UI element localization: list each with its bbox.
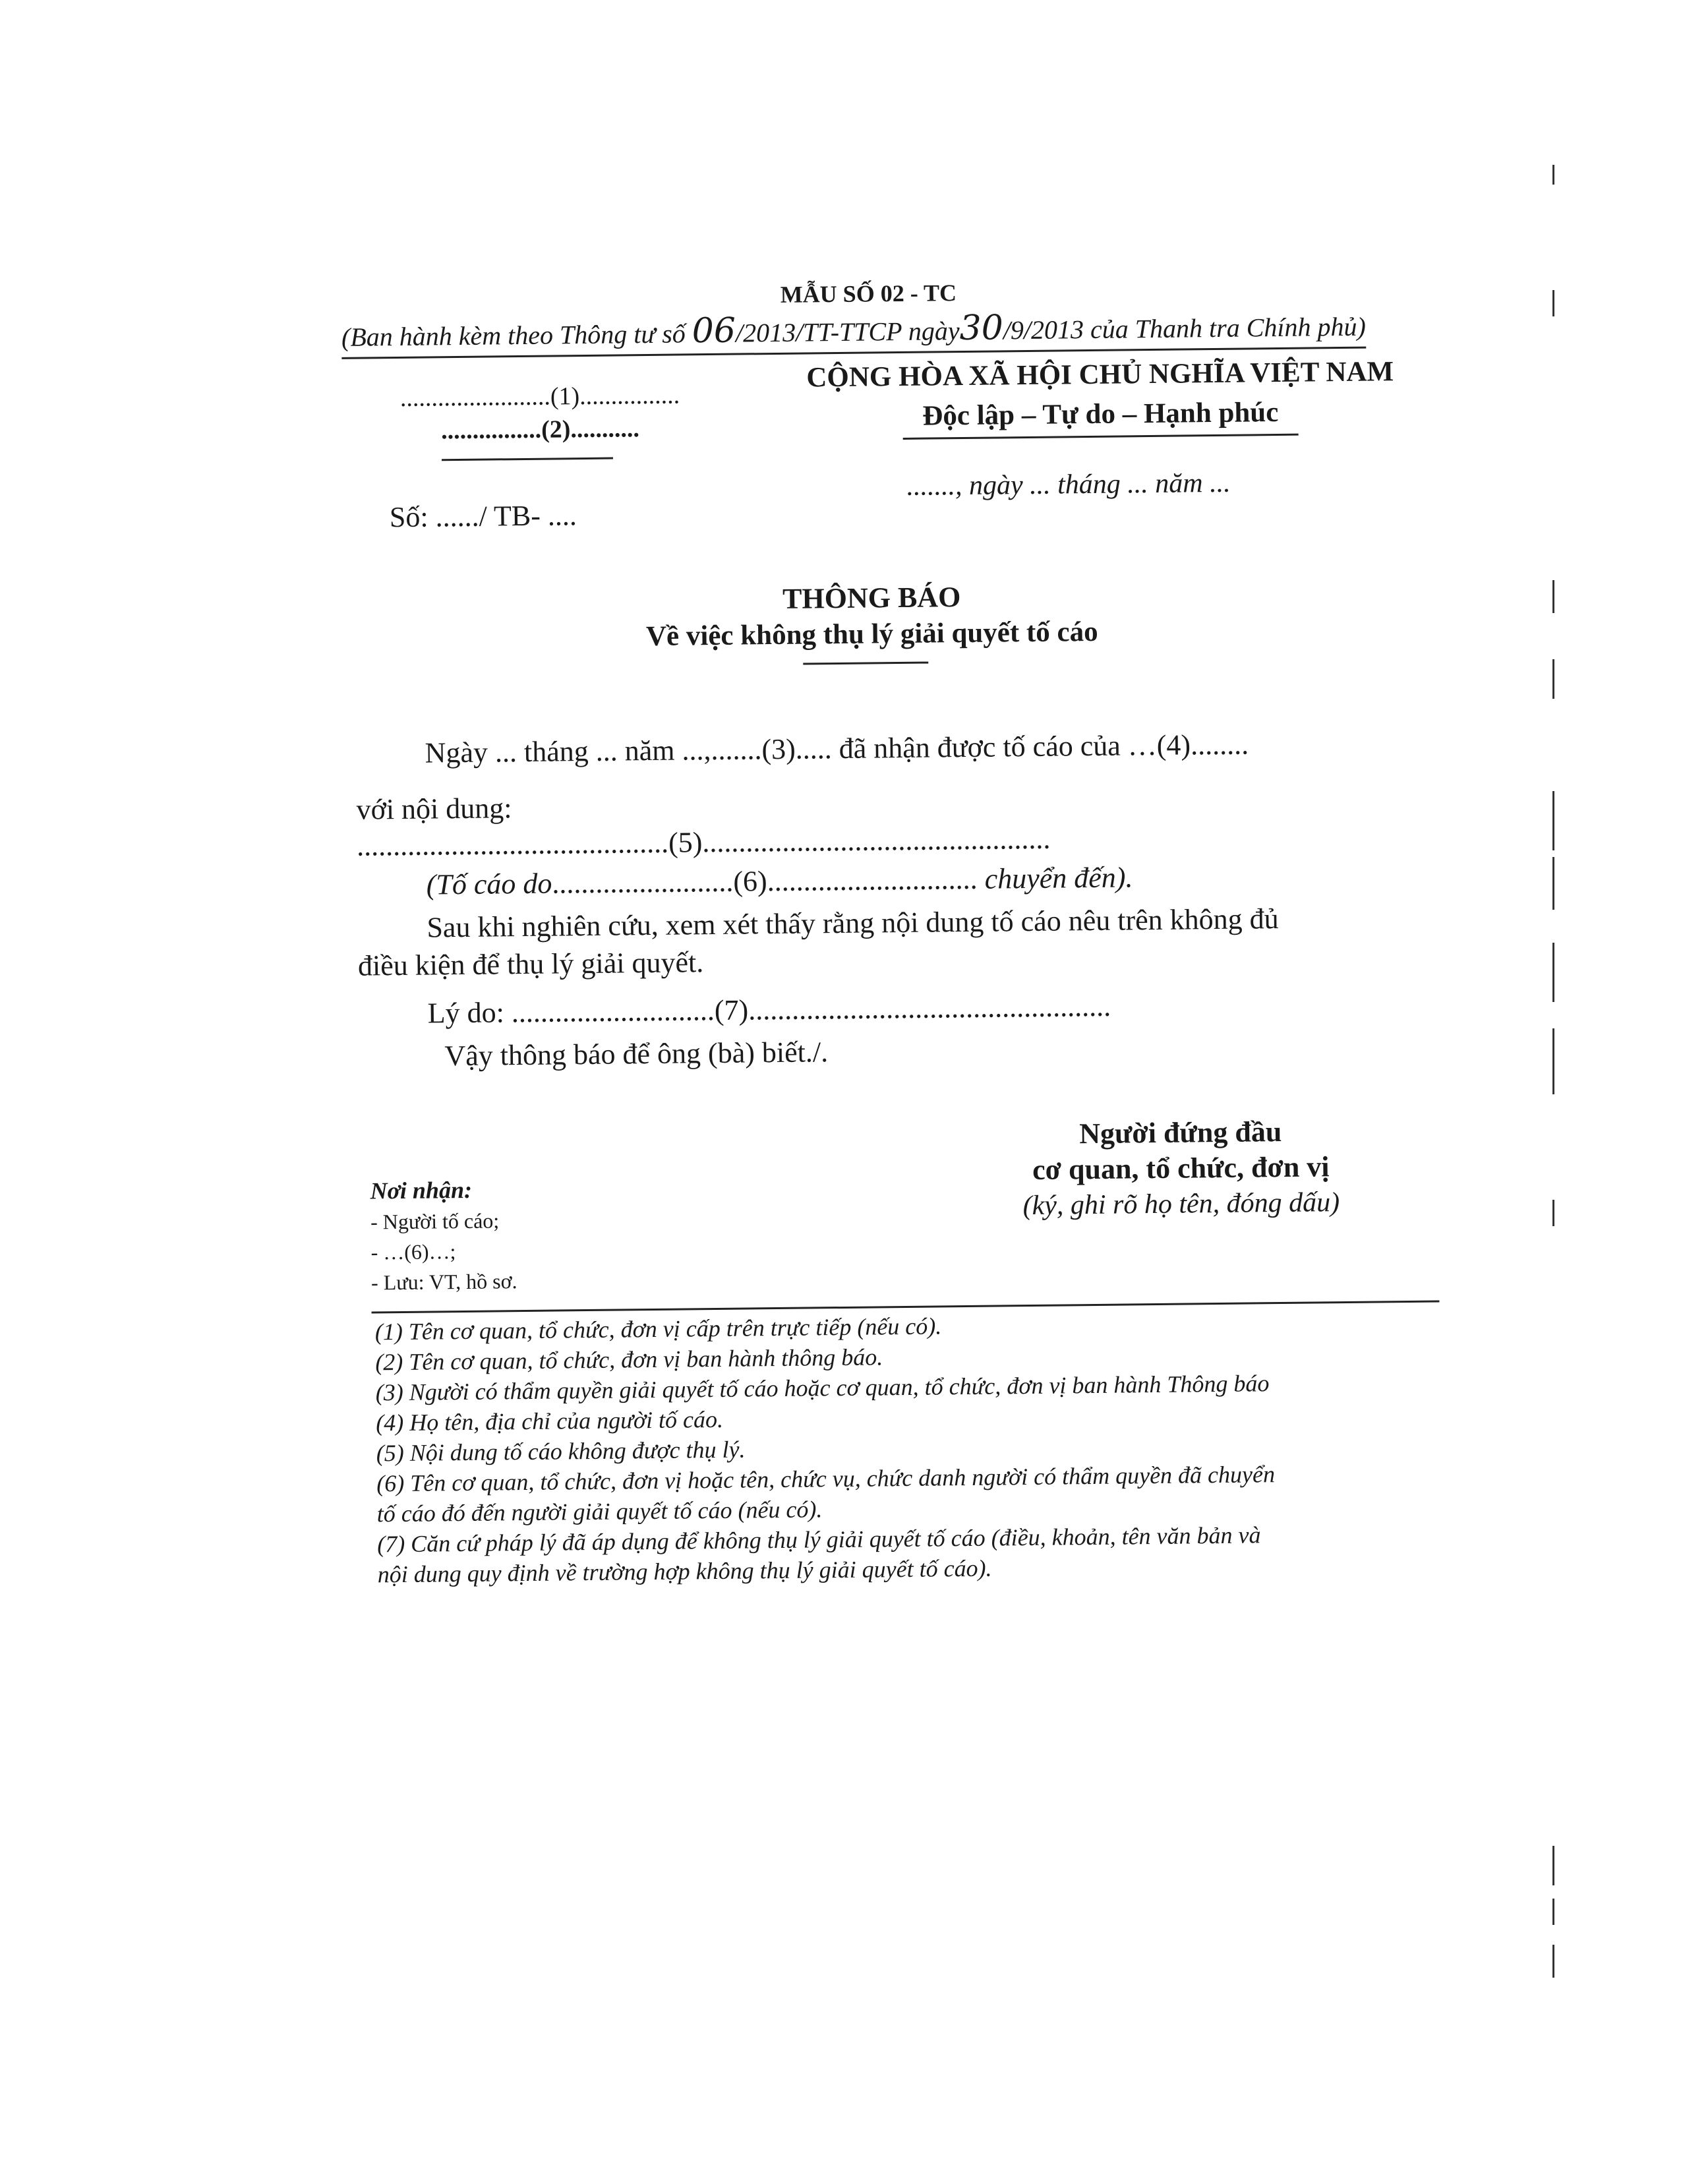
- agency-underline: [442, 457, 613, 461]
- body-line-received: Ngày ... tháng ... năm ...,.......(3)..... đã nhận được tố cáo của …(4)........: [425, 728, 1249, 769]
- body-line-review: Sau khi nghiên cứu, xem xét thấy rằng nội dung tố cáo nêu trên không đủ: [427, 902, 1279, 944]
- signature-title: Người đứng đầu: [1078, 1115, 1282, 1150]
- motto-underline: [903, 434, 1299, 440]
- issued-by-line: [341, 305, 1366, 359]
- body-line-content-label: với nội dung:: [356, 792, 512, 826]
- scan-edge-mark: [1552, 580, 1554, 613]
- scan-edge-mark: [1552, 791, 1554, 850]
- footnote: nội dung quy định về trường hợp không thụ lý giải quyết tố cáo).: [377, 1554, 992, 1588]
- issued-suffix: /9/2013 của Thanh tra Chính phủ): [1003, 311, 1367, 345]
- body-line-conditions: điều kiện để thụ lý giải quyết.: [357, 946, 704, 982]
- scan-edge-mark: [1552, 659, 1554, 699]
- scan-edge-mark: [1552, 943, 1554, 1002]
- footnote: tố cáo đó đến người giải quyết tố cáo (nếu có).: [376, 1496, 823, 1527]
- issuing-agency-placeholder: ................(2)...........: [440, 415, 640, 445]
- forwarded-placeholder: .........................(6).............................: [552, 862, 978, 900]
- issued-prefix: (Ban hành kèm theo Thông tư số: [341, 318, 693, 352]
- motto: Độc lập – Tự do – Hạnh phúc: [922, 396, 1279, 432]
- footnote-divider: [372, 1301, 1440, 1314]
- footnote: (2) Tên cơ quan, tổ chức, đơn vị ban hành thông báo.: [375, 1343, 883, 1376]
- footnote: (7) Căn cứ pháp lý đã áp dụng để không thụ lý giải quyết tố cáo (điều, khoản, tên văn bản và: [377, 1521, 1261, 1558]
- signature-note: (ký, ghi rõ họ tên, đóng dấu): [1022, 1187, 1340, 1222]
- recipients-header: Nơi nhận:: [370, 1176, 473, 1204]
- parent-agency-placeholder: ........................(1)................: [399, 381, 680, 412]
- document-title: THÔNG BÁO: [782, 581, 961, 615]
- body-line-reason: Lý do: ............................(7)..................................................: [427, 989, 1111, 1030]
- issued-mid: /2013/TT-TTCP ngày: [735, 316, 960, 348]
- document-subtitle: Về việc không thụ lý giải quyết tố cáo: [645, 616, 1098, 653]
- date-line: ......., ngày ... tháng ... năm ...: [906, 467, 1231, 502]
- form-number: MẪU SỐ 02 - TC: [780, 280, 957, 308]
- recipient-item: - …(6)…;: [370, 1239, 456, 1264]
- footnote: (3) Người có thẩm quyền giải quyết tố cáo hoặc cơ quan, tổ chức, đơn vị ban hành Thông báo: [375, 1370, 1270, 1406]
- body-line-closing: Vậy thông báo để ông (bà) biết./.: [444, 1036, 829, 1073]
- scan-edge-mark: [1552, 165, 1554, 185]
- footnote: (6) Tên cơ quan, tổ chức, đơn vị hoặc tên, chức vụ, chức danh người có thẩm quyền đã chuyển: [376, 1461, 1276, 1497]
- signature-subtitle: cơ quan, tổ chức, đơn vị: [1032, 1150, 1330, 1186]
- scan-edge-mark: [1552, 1945, 1554, 1978]
- body-line-content-placeholder: ...........................................(5)................................................: [356, 822, 1051, 862]
- handwritten-day: 30: [959, 308, 1004, 349]
- forwarded-prefix: (Tố cáo do: [426, 867, 552, 901]
- scan-edge-mark: [1552, 290, 1554, 316]
- scan-edge-mark: [1552, 1200, 1554, 1226]
- scan-edge-mark: [1552, 857, 1554, 910]
- footnote: (4) Họ tên, địa chỉ của người tố cáo.: [376, 1405, 724, 1436]
- footnote: (5) Nội dung tố cáo không được thụ lý.: [376, 1436, 746, 1467]
- nation-heading: CỘNG HÒA XÃ HỘI CHỦ NGHĨA VIỆT NAM: [806, 356, 1394, 394]
- body-line-forwarded: [426, 860, 1133, 901]
- forwarded-suffix: chuyển đến).: [977, 861, 1133, 895]
- scan-edge-mark: [1552, 1899, 1554, 1925]
- handwritten-number: 06: [692, 310, 736, 351]
- recipient-item: - Lưu: VT, hồ sơ.: [370, 1269, 517, 1295]
- footnote: (1) Tên cơ quan, tổ chức, đơn vị cấp trên trực tiếp (nếu có).: [374, 1313, 942, 1345]
- title-underline: [803, 662, 928, 665]
- scan-edge-mark: [1552, 1846, 1554, 1885]
- document-number: Số: ....../ TB- ....: [389, 499, 577, 534]
- scan-edge-mark: [1552, 1028, 1554, 1094]
- recipient-item: - Người tố cáo;: [370, 1208, 500, 1234]
